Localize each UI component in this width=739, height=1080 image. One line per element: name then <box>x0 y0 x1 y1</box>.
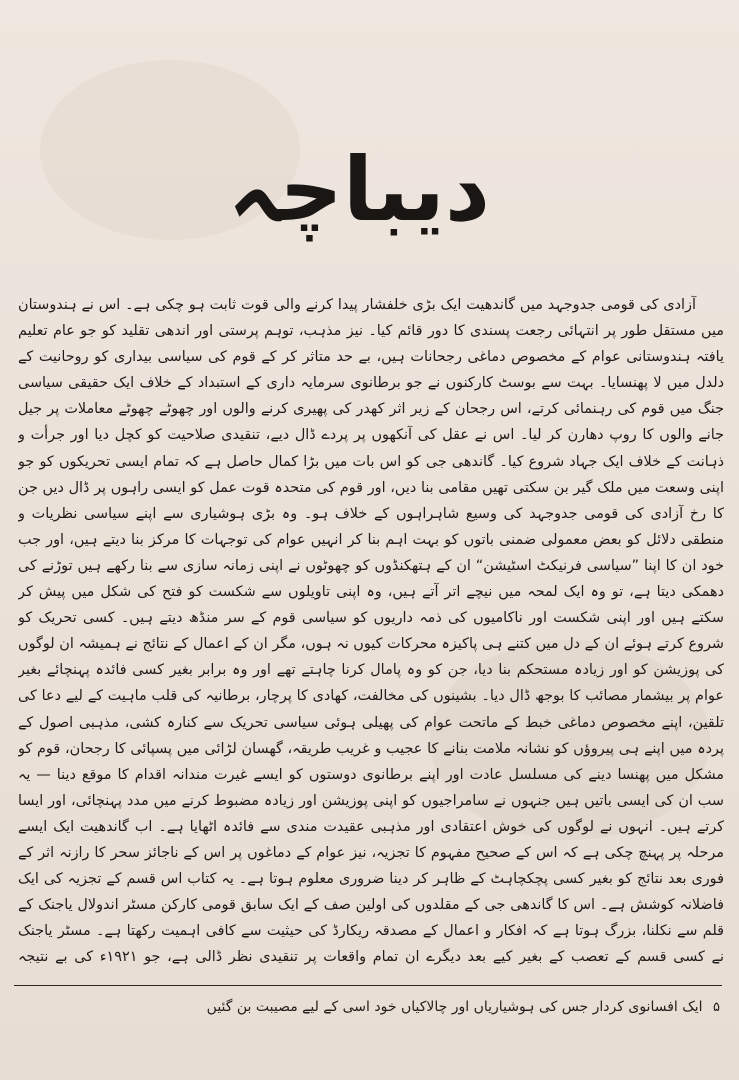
body-paragraph: آزادی کی قومی جدوجہد میں گاندھیت ایک بڑی خلفشار پیدا کرنے والی قوت ثابت ہو چکی ہے۔ اس نے ہندوستان میں مستقل طور پر انتہائی رجعت پسندی کا دور قائم کیا۔ نیز مذہب، توہم پرستی اور اندھی تقلید کو جو عام تعلیم یافتہ ہندوستانی عوام کے مخصوص دماغی رجحانات ہیں، بے حد متاثر کر کے قوم کی سیاسی بیداری کو روحانیت کے دلدل میں لا پھنسایا۔ بہت سے بوسٹ کارکنوں نے جو برطانوی سرمایہ داری کے استبداد کے خلاف ایک حقیقی سیاسی جنگ میں قوم کی رہنمائی کرتے، اس رجحان کے زیر اثر کھدر کی پھیری کرنے والوں اور چھوٹے چھوٹے معاملات پر جیل جانے والوں کا روپ دھارن کر لیا۔ اس نے عقل کی آنکھوں پر پردے ڈال دیے، تنقیدی صلاحیت کو کچل دیا اور جرأت و ذہانت کے خلاف ایک جہاد شروع کیا۔ گاندھی جی کو اس بات میں بڑا کمال حاصل ہے کہ تمام ایسی تحریکوں کو جو اپنی وسعت میں ملک گیر بن سکتی تھیں مقامی بنا دیں، اور قوم کی متحدہ قوت عمل کو ایسی راہوں پر ڈال دیں جن کا رخ آزادی کی قومی جدوجہد کی وسیع شاہراہوں کے خلاف ہو۔ وہ بڑی ہوشیاری سے اپنے سیاسی نظریات و منطقی دلائل کو بعض معمولی ضمنی باتوں کو بہت اہم بنا کر انہیں عوام کی توجہات کا مرکز بنا دیتے ہیں، اور جب خود ان کا اپنا ”سیاسی فرنیکٹ اسٹیشن“ ان کے ہتھکنڈوں کو چھوٹوں نے اپنی زمانہ سازی سے بنا رکھے ہیں توڑنے کی دھمکی دیتا ہے، تو وہ ایک لمحہ میں نیچے اتر آتے ہیں، وہ اپنی تاویلوں سے شکست کو فتح کی شکل میں پیش کر سکتے ہیں اور اپنی شکست اور ناکامیوں کی ذمہ داریوں کو سیاسی قوم کے سر منڈھ دیتے ہیں۔ کسی تحریک کو شروع کرتے ہوئے ان کے دل میں کتنے ہی پاکیزہ محرکات کیوں نہ ہوں، مگر ان کے اعمال کے نتائج نے ہمیشہ ان لوگوں کی پوزیشن کو اور زیادہ مستحکم بنا دیا، جن کو وہ پامال کرنا چاہتے تھے اور وہ برابر بغیر کسی فائدہ پہنچائے بغیر عوام پر بیشمار مصائب کا بوجھ ڈال دیا۔ بشینوں کی مخالفت، کھادی کا پرچار، برطانیہ کی قلب ماہیت کے لیے دعا کی تلقین، اپنے مخصوص دماغی خبط کے ماتحت عوام کی پھیلی ہوئی سیاسی تحریک سے کنارہ کشی، مذہبی اصول کے پردہ میں اپنے ہی پیروؤں کو نشانہ ملامت بنانے کا عجیب و غریب طریقہ، گھسان لڑائی میں پسپائی کا رجحان، قوم کو مشکل میں پھنسا دینے کی مسلسل عادت اور اپنے برطانوی دوستوں کو ایسے غیرت مندانہ اقدام کا موقع دینا — یہ سب ان کی ایسی باتیں ہیں جنہوں نے سامراجیوں کو اپنی پوزیشن اور زیادہ مضبوط کرنے میں مدد پہنچائی، اور ایسا کرتے ہیں۔ انہوں نے لوگوں کی خوش اعتقادی اور مذہبی عقیدت مندی سے فائدہ اٹھایا ہے۔ اب گاندھیت ایک ایسے مرحلہ پر پہنچ چکی ہے کہ اس کے صحیح مفہوم کا تجزیہ، نیز عوام کے دماغوں پر اس کے ناجائز سحر کا رازنہ اثر کے فوری بعد نتائج کو بغیر کسی پچکچاہٹ کے ظاہر کر دینا ضروری معلوم ہوتا ہے۔ یہ کتاب اس قسم کے تجزیہ کی ایک فاضلانہ کوشش ہے۔ اس کا گاندھی جی کے مقلدوں کی اولین صف کے ایک سابق قومی کارکن مسٹر اندولال یاجنک کے قلم سے نکلنا، بزرگ ہوتا ہے کہ افکار و اعمال کے مصدقہ ریکارڈ کی حیثیت سے کافی اہمیت رکھتا ہے۔ مسٹر یاجنک نے کسی قسم کے تعصب کے بغیر کیے بعد دیگرے ان تمام واقعات پر تنقیدی نظر ڈالی ہے، جو ۱۹۲۱ء کی بے نتیجہ <box>18 297 724 966</box>
footnote-divider <box>14 985 722 986</box>
body-text-block <box>18 292 724 970</box>
footnote-marker: ۵ <box>713 1000 720 1015</box>
heading-area <box>227 120 490 260</box>
footnote <box>180 995 720 1020</box>
footnote-text: ایک افسانوی کردار جس کی ہوشیاریاں اور چالاکیاں خود اسی کے لیے مصیبت بن گئیں <box>206 999 703 1015</box>
page-heading: دیباچہ <box>227 138 490 241</box>
